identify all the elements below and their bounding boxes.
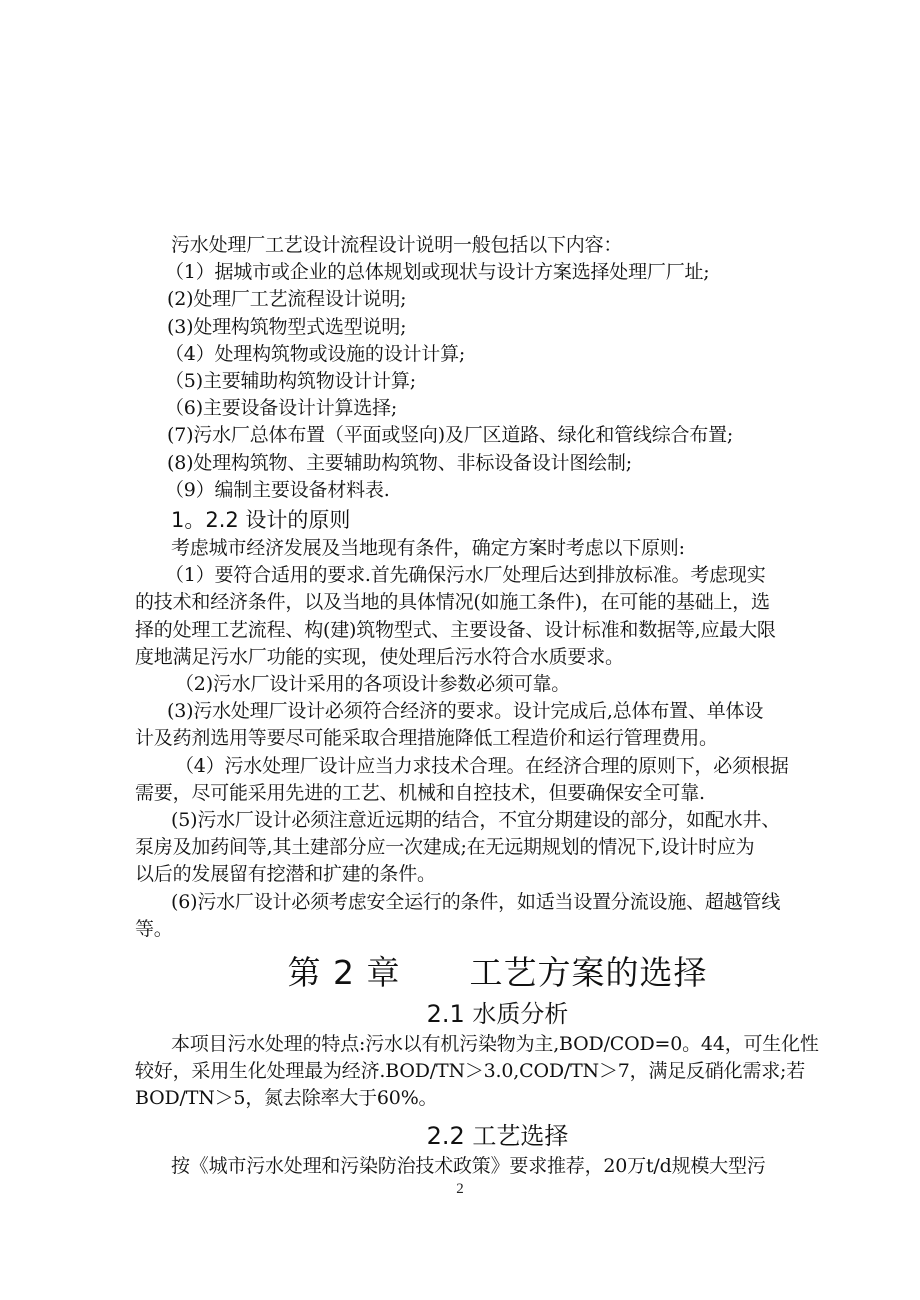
page-number: 2 xyxy=(456,1181,464,1197)
paragraph-line: 择的处理工艺流程、构(建)筑物型式、主要设备、设计标准和数据等,应最大限 xyxy=(135,618,776,641)
list-item: (8)处理构筑物、主要辅助构筑物、非标设备设计图绘制; xyxy=(167,451,632,474)
paragraph-line: 泵房及加药间等,其土建部分应一次建成;在无远期规划的情况下,设计时应为 xyxy=(135,836,755,859)
paragraph-line: 计及药剂选用等要尽可能采取合理措施降低工程造价和运行管理费用。 xyxy=(135,727,718,750)
paragraph: 考虑城市经济发展及当地现有条件，确定方案时考虑以下原则: xyxy=(171,537,685,560)
section-heading: 1。2.2 设计的原则 xyxy=(171,508,351,533)
paragraph-line: 本项目污水处理的特点:污水以有机污染物为主,BOD/COD=0。44，可生化性 xyxy=(171,1033,819,1056)
paragraph-line: 按《城市污水处理和污染防治技术政策》要求推荐，20万t/d规模大型污 xyxy=(171,1154,766,1177)
paragraph-line: 等。 xyxy=(135,917,173,940)
intro-paragraph: 污水处理厂工艺设计流程设计说明一般包括以下内容： xyxy=(171,234,623,256)
paragraph-line: （2)污水厂设计采用的各项设计参数必须可靠。 xyxy=(175,673,571,696)
list-item: （6)主要设备设计计算选择; xyxy=(165,397,398,420)
list-item: （9）编制主要设备材料表. xyxy=(165,478,390,501)
list-item: (2)处理厂工艺流程设计说明; xyxy=(167,288,407,311)
paragraph-line: 的技术和经济条件，以及当地的具体情况(如施工条件)，在可能的基础上，选 xyxy=(135,591,770,614)
section-heading: 2.1 水质分析 xyxy=(426,1000,569,1029)
paragraph-line: (5)污水厂设计必须注意近远期的结合，不宜分期建设的部分，如配水井、 xyxy=(171,809,781,832)
paragraph-line: 需要，尽可能采用先进的工艺、机械和自控技术，但要确保安全可靠. xyxy=(135,781,705,804)
paragraph-line: （1）要符合适用的要求.首先确保污水厂处理后达到排放标准。考虑现实 xyxy=(165,564,766,587)
list-item: （5)主要辅助构筑物设计计算; xyxy=(165,370,416,393)
chapter-title: 第 2 章 工艺方案的选择 xyxy=(287,953,708,993)
paragraph-line: (3)污水处理厂设计必须符合经济的要求。设计完成后,总体布置、单体设 xyxy=(167,700,764,723)
paragraph-line: 度地满足污水厂功能的实现，使处理后污水符合水质要求。 xyxy=(135,645,624,668)
paragraph-line: 以后的发展留有挖潜和扩建的条件。 xyxy=(135,863,436,886)
paragraph-line: （4）污水处理厂设计应当力求技术合理。在经济合理的原则下，必须根据 xyxy=(175,754,789,777)
list-item: （4）处理构筑物或设施的设计计算; xyxy=(165,342,466,365)
list-item: (3)处理构筑物型式选型说明; xyxy=(167,315,407,338)
document-body xyxy=(135,232,860,1180)
list-item: （1）据城市或企业的总体规划或现状与设计方案选择处理厂厂址; xyxy=(165,261,710,284)
paragraph-line: (6)污水厂设计必须考虑安全运行的条件，如适当设置分流设施、超越管线 xyxy=(171,890,781,913)
list-item: (7)污水厂总体布置（平面或竖向)及厂区道路、绿化和管线综合布置; xyxy=(167,424,734,447)
section-heading: 2.2 工艺选择 xyxy=(426,1121,569,1150)
paragraph-line: BOD/TN＞5，氮去除率大于60%。 xyxy=(135,1087,438,1110)
paragraph-line: 较好，采用生化处理最为经济.BOD/TN＞3.0,COD/TN＞7，满足反硝化需求;若 xyxy=(135,1060,806,1083)
